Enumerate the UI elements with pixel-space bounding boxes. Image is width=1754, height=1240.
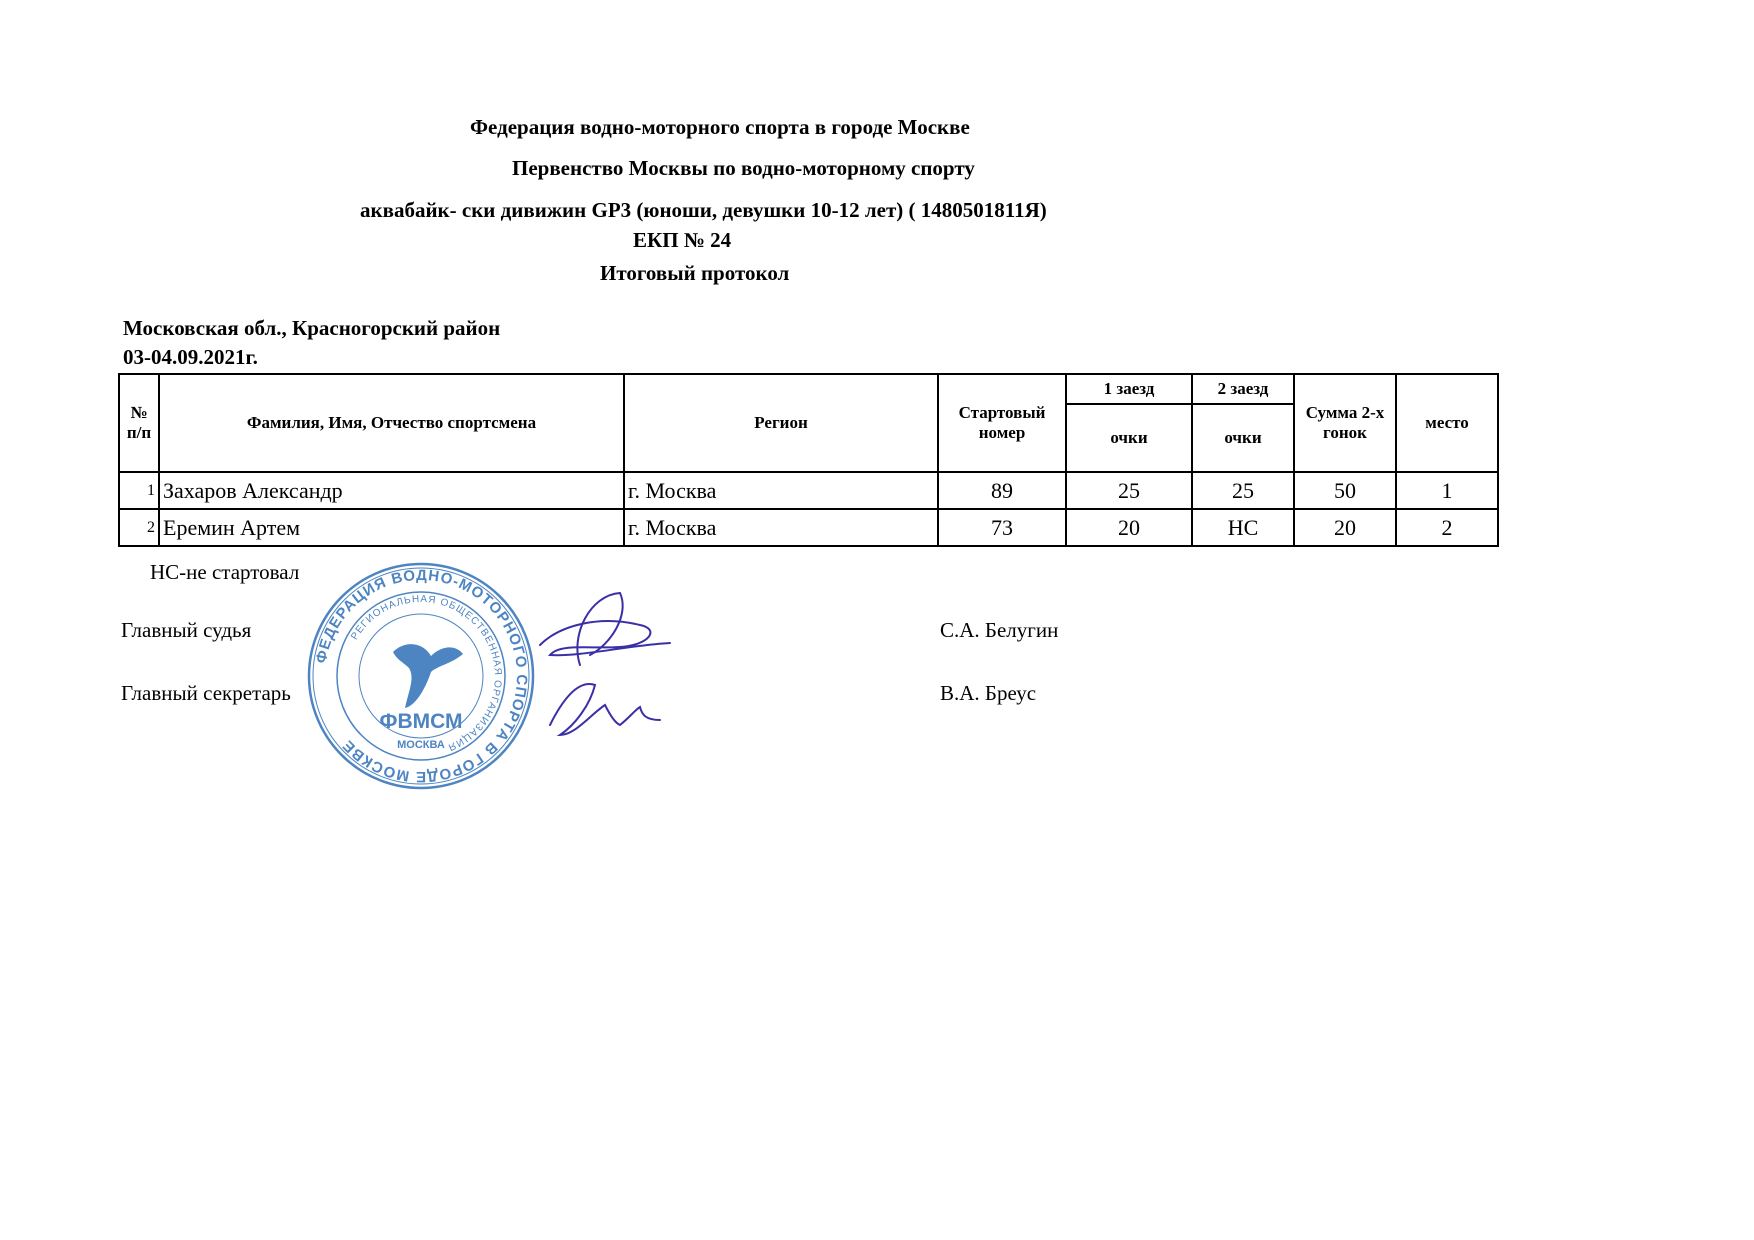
row-region: г. Москва [624,472,938,509]
chief-secretary-name: В.А. Бреус [940,681,1037,705]
protocol-title: Итоговый протокол [600,261,790,285]
row-region: г. Москва [624,509,938,546]
header-heat2: 2 заезд [1192,374,1294,404]
row-sum: 20 [1294,509,1396,546]
location: Московская обл., Красногорский район [123,316,501,340]
signature [520,585,680,765]
results-table [118,373,1601,547]
ekp-number: ЕКП № 24 [633,228,732,252]
table-row [119,472,1600,509]
row-num: 2 [119,509,159,546]
chief-judge-label: Главный судья [121,618,252,642]
footnote: НС-не стартовал [150,560,300,584]
dates: 03-04.09.2021г. [123,345,258,369]
row-start-number: 73 [938,509,1066,546]
propeller-icon [393,644,463,708]
header-region: Регион [624,374,938,472]
table-row [119,509,1600,546]
row-name: Еремин Артем [159,509,624,546]
federation-title: Федерация водно-моторного спорта в городе Москве [470,115,970,139]
row-heat2: НС [1192,509,1294,546]
header-points1: очки [1066,404,1192,472]
competition-title: Первенство Москвы по водно-моторному спорту [512,156,975,180]
row-start-number: 89 [938,472,1066,509]
header-name: Фамилия, Имя, Отчество спортсмена [159,374,624,472]
chief-judge-name: С.А. Белугин [940,618,1059,642]
row-num: 1 [119,472,159,509]
header-place: место [1396,374,1498,472]
row-place: 1 [1396,472,1498,509]
official-stamp [305,560,537,792]
header-heat1: 1 заезд [1066,374,1192,404]
stamp-abbr: ФВМСМ [379,710,463,733]
chief-secretary-label: Главный секретарь [121,681,291,705]
stamp-outer-text: ФЕДЕРАЦИЯ ВОДНО-МОТОРНОГО СПОРТА В ГОРОДЕ МОСКВЕ [312,566,531,786]
header-sum: Сумма 2-х гонок [1294,374,1396,472]
header-points2: очки [1192,404,1294,472]
stamp-inner-text: РЕГИОНАЛЬНАЯ ОБЩЕСТВЕННАЯ ОРГАНИЗАЦИЯ [349,593,504,753]
header-num: № п/п [119,374,159,472]
header-start-number: Стартовый номер [938,374,1066,472]
row-sum: 50 [1294,472,1396,509]
row-place: 2 [1396,509,1498,546]
row-heat2: 25 [1192,472,1294,509]
stamp-city: МОСКВА [397,739,445,751]
row-heat1: 20 [1066,509,1192,546]
division-title: аквабайк- ски дивижин GP3 (юноши, девушки 10-12 лет) ( 1480501811Я) [360,198,1047,222]
row-name: Захаров Александр [159,472,624,509]
row-heat1: 25 [1066,472,1192,509]
